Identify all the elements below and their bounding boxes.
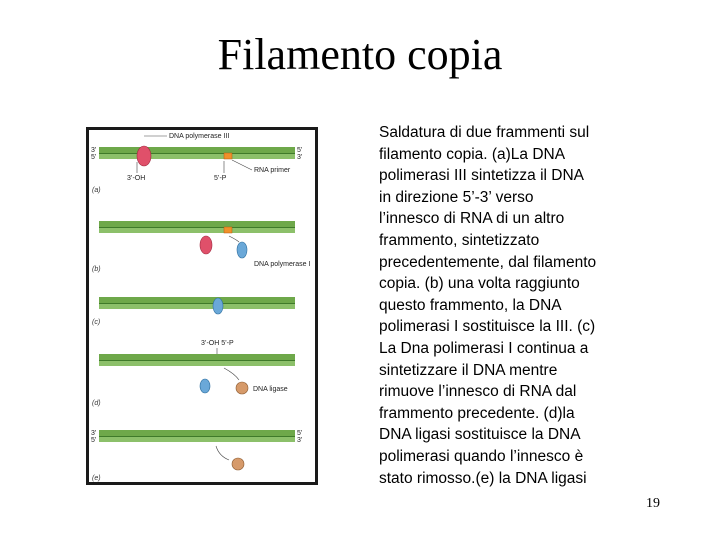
panel-e bbox=[91, 430, 303, 482]
dna-polymerase-1-icon bbox=[200, 379, 210, 393]
dna-polymerase-1-icon bbox=[237, 242, 247, 258]
label-dna-ligase: DNA ligase bbox=[253, 386, 288, 393]
dna-polymerase-1-icon bbox=[213, 298, 223, 314]
label-dna-polymerase-3: DNA polymerase III bbox=[169, 133, 230, 140]
slide-title: Filamento copia bbox=[217, 30, 503, 79]
strand-end-5prime: 5’ bbox=[91, 437, 97, 444]
panel-label-b: (b) bbox=[92, 266, 101, 273]
new-strand bbox=[99, 154, 295, 159]
panel-label-e: (e) bbox=[92, 475, 101, 482]
label-3-oh: 3’-OH bbox=[127, 175, 146, 182]
panel-b bbox=[92, 221, 310, 273]
strand-end-3prime-right: 3’ bbox=[297, 437, 303, 444]
template-strand bbox=[99, 147, 295, 153]
dna-ligase-icon bbox=[236, 382, 248, 394]
dna-replication-figure bbox=[86, 127, 318, 485]
panel-label-c: (c) bbox=[92, 319, 101, 326]
page-number: 19 bbox=[646, 496, 660, 511]
rna-primer-icon bbox=[224, 227, 232, 233]
panel-a bbox=[91, 133, 303, 194]
panel-label-d: (d) bbox=[92, 400, 101, 407]
panel-label-a: (a) bbox=[92, 187, 101, 194]
label-3-oh-5-p: 3’-OH 5’-P bbox=[201, 340, 234, 347]
strand-end-3prime-right: 3’ bbox=[297, 154, 303, 161]
strand-end-3prime: 3’ bbox=[91, 430, 97, 437]
strand-end-5prime-right: 5’ bbox=[297, 430, 303, 437]
strand-end-3prime: 3’ bbox=[91, 147, 97, 154]
strand-end-5prime: 5’ bbox=[91, 154, 97, 161]
panel-d bbox=[92, 340, 295, 407]
dna-ligase-icon bbox=[232, 458, 244, 470]
figure-caption: Saldatura di due frammenti sul filamento copia. (a)La DNA polimerasi III sintetizza il DNA in direzione 5’-3’ verso l’innesco di RNA di un altro frammento, sintetizzato precedentemente, dal filamento copia. (b) una volta raggiunto questo frammento, la DNA polimerasi I sostituisce la III. (c) La Dna polimerasi I continua a sintetizzare il DNA mentre rimuove l’innesco di RNA dal frammento precedente. (d)la DNA ligasi sostituisce la DNA polimerasi quando l’innesco è stato rimosso.(e) la DNA ligasi bbox=[379, 124, 597, 487]
dna-polymerase-3-icon bbox=[200, 236, 212, 254]
dna-polymerase-3-icon bbox=[137, 146, 151, 166]
label-5-p: 5’-P bbox=[214, 175, 227, 182]
figure-svg bbox=[89, 130, 315, 482]
label-dna-polymerase-1: DNA polymerase I bbox=[254, 261, 311, 268]
strand-end-5prime-right: 5’ bbox=[297, 147, 303, 154]
panel-c bbox=[92, 297, 295, 326]
label-rna-primer: RNA primer bbox=[254, 167, 291, 174]
rna-primer-icon bbox=[224, 153, 232, 159]
